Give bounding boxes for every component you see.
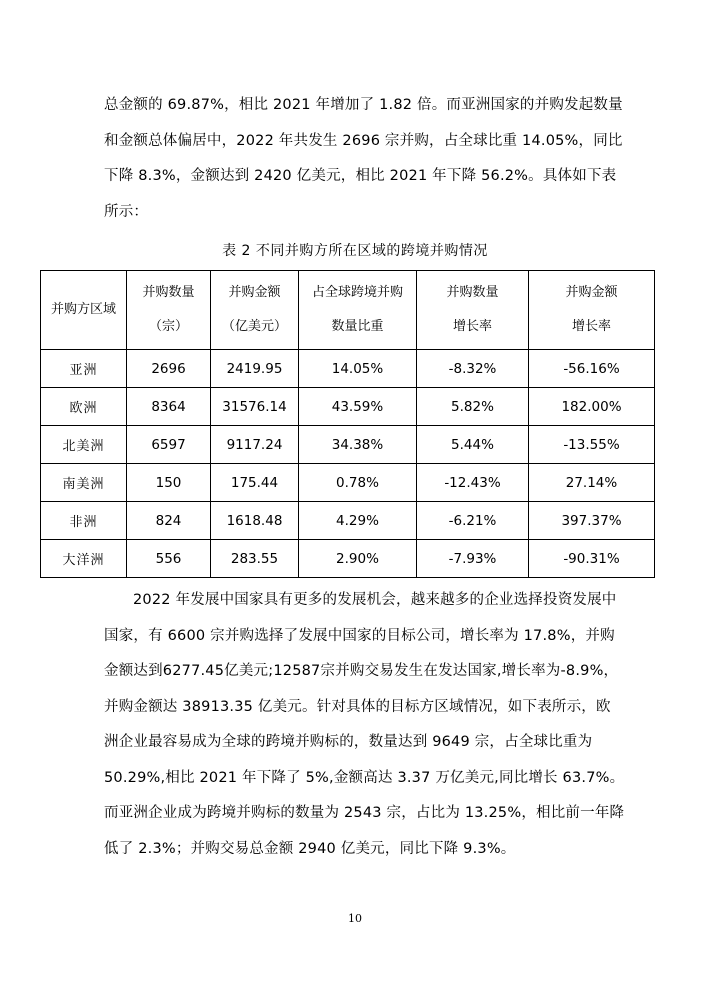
- table-cell: 14.05%: [299, 350, 417, 388]
- table-cell: 非洲: [41, 502, 127, 540]
- table-cell: 南美洲: [41, 464, 127, 502]
- table-row: [41, 350, 655, 388]
- table-cell: 2419.95: [211, 350, 299, 388]
- header-region: 并购方区域: [41, 271, 127, 350]
- table-cell: -6.21%: [417, 502, 529, 540]
- page-number: 10: [348, 912, 362, 925]
- table-cell: 31576.14: [211, 388, 299, 426]
- table-cell: 824: [127, 502, 211, 540]
- table-row: [41, 540, 655, 578]
- text-line: 而亚洲企业成为跨境并购标的数量为 2543 宗，占比为 13.25%，相比前一年降: [104, 805, 625, 821]
- table-cell: 2.90%: [299, 540, 417, 578]
- text-line: 金额达到6277.45亿美元;12587宗并购交易发生在发达国家,增长率为-8.9%，: [104, 663, 619, 679]
- table-cell: -12.43%: [417, 464, 529, 502]
- table-cell: 397.37%: [529, 502, 655, 540]
- table-cell: 182.00%: [529, 388, 655, 426]
- table-header-row: [41, 271, 655, 350]
- table-row: [41, 388, 655, 426]
- header-count-growth: 并购数量 增长率: [417, 271, 529, 350]
- text-line: 低了 2.3%；并购交易总金额 2940 亿美元，同比下降 9.3%。: [104, 840, 516, 857]
- table-cell: 34.38%: [299, 426, 417, 464]
- table-cell: 5.44%: [417, 426, 529, 464]
- table-row: [41, 426, 655, 464]
- table-cell: 9117.24: [211, 426, 299, 464]
- table-cell: 283.55: [211, 540, 299, 578]
- header-amount-growth: 并购金额 增长率: [529, 271, 655, 350]
- table-cell: 27.14%: [529, 464, 655, 502]
- table-cell: 0.78%: [299, 464, 417, 502]
- text-line: 总金额的 69.87%，相比 2021 年增加了 1.82 倍。而亚洲国家的并购发起数量: [104, 97, 623, 113]
- table-cell: 6597: [127, 426, 211, 464]
- text-line: 下降 8.3%，金额达到 2420 亿美元，相比 2021 年下降 56.2%。具体如下表: [104, 168, 617, 184]
- table-cell: 1618.48: [211, 502, 299, 540]
- text-line: 和金额总体偏居中，2022 年共发生 2696 宗并购，占全球比重 14.05%，同比: [104, 132, 623, 149]
- table-cell: 欧洲: [41, 388, 127, 426]
- text-line: 并购金额达 38913.35 亿美元。针对具体的目标方区域情况，如下表所示，欧: [104, 698, 611, 715]
- region-ma-table: [40, 270, 655, 578]
- table-cell: -90.31%: [529, 540, 655, 578]
- table-cell: -8.32%: [417, 350, 529, 388]
- table-cell: 4.29%: [299, 502, 417, 540]
- table-cell: 8364: [127, 388, 211, 426]
- table-cell: 150: [127, 464, 211, 502]
- table-cell: 北美洲: [41, 426, 127, 464]
- text-line: 50.29%,相比 2021 年下降了 5%,金额高达 3.37 万亿美元,同比增长 63.7%。: [104, 769, 625, 786]
- table-row: [41, 502, 655, 540]
- header-deal-count: 并购数量 （宗）: [127, 271, 211, 350]
- table-cell: 2696: [127, 350, 211, 388]
- table-cell: 亚洲: [41, 350, 127, 388]
- table-cell: -13.55%: [529, 426, 655, 464]
- table-cell: 大洋洲: [41, 540, 127, 578]
- text-line: 国家，有 6600 宗并购选择了发展中国家的目标公司，增长率为 17.8%，并购: [104, 627, 615, 644]
- table-cell: 5.82%: [417, 388, 529, 426]
- text-line: 所示：: [104, 203, 149, 220]
- table-cell: 175.44: [211, 464, 299, 502]
- paragraph-target-regions: [104, 583, 625, 867]
- table-cell: 556: [127, 540, 211, 578]
- table-caption: 表 2 不同并购方所在区域的跨境并购情况: [222, 243, 488, 259]
- header-global-share: 占全球跨境并购 数量比重: [299, 271, 417, 350]
- table-row: [41, 464, 655, 502]
- text-line: 2022 年发展中国家具有更多的发展机会，越来越多的企业选择投资发展中: [133, 592, 617, 608]
- table-cell: 43.59%: [299, 388, 417, 426]
- header-deal-amount: 并购金额 （亿美元）: [211, 271, 299, 350]
- paragraph-intro: [104, 88, 623, 230]
- text-line: 洲企业最容易成为全球的跨境并购标的，数量达到 9649 宗，占全球比重为: [104, 734, 593, 750]
- table-cell: -56.16%: [529, 350, 655, 388]
- table-cell: -7.93%: [417, 540, 529, 578]
